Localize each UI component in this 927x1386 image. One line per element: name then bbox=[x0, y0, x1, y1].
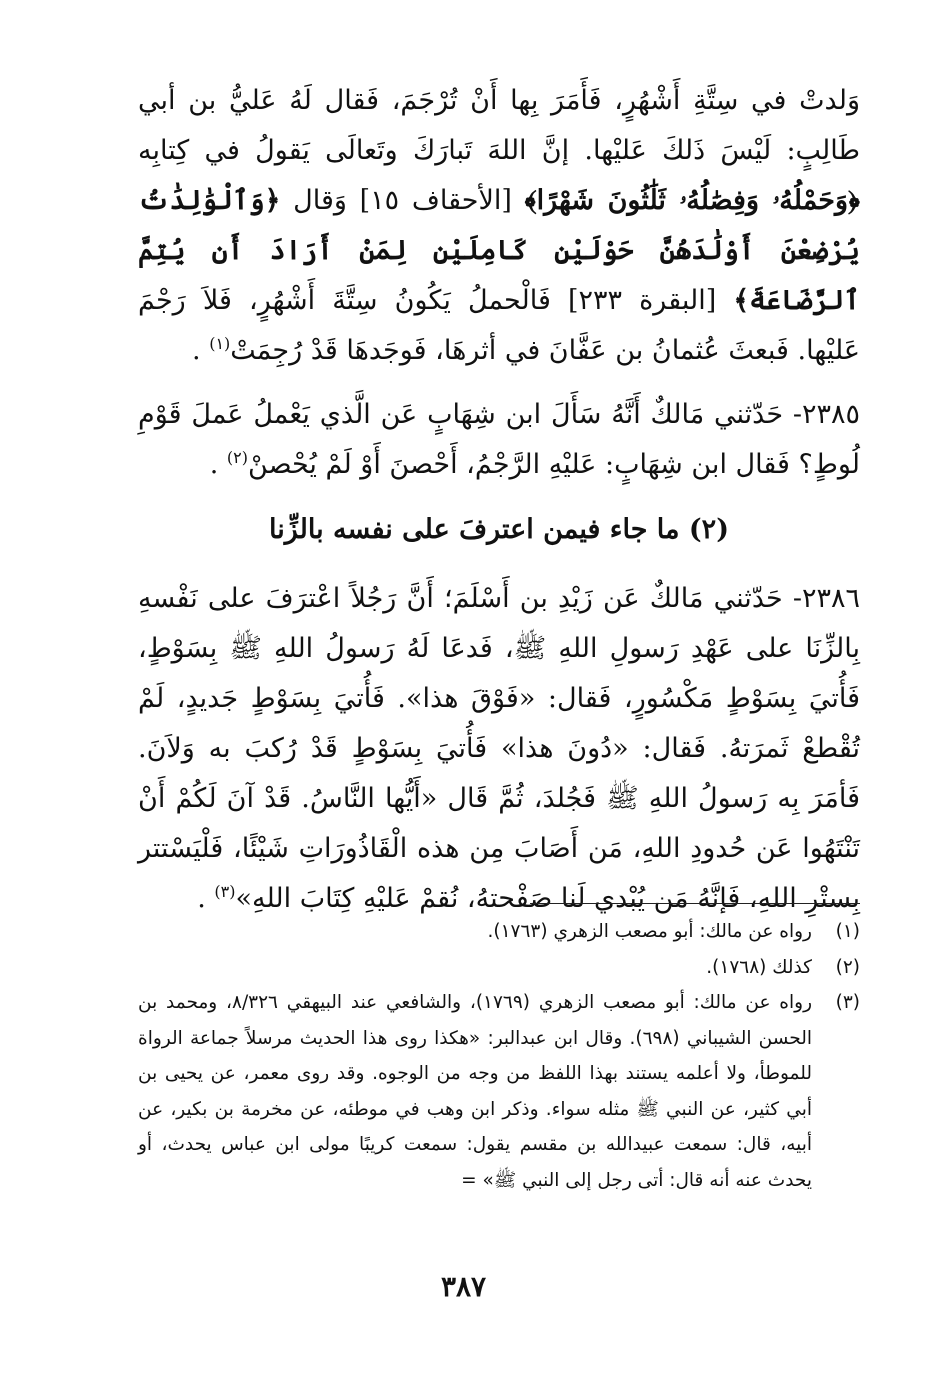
quran-verse: ﴿وَحَمْلُهُۥ وَفِصَٰلُهُۥ ثَلَٰثُونَ شَهْرًا﴾ bbox=[524, 185, 860, 216]
quran-verse: ﴿وَٱلْوَٰلِدَٰتُ يُرْضِعْنَ أَوْلَٰدَهُنَّ حَوْلَيْنِ كَامِلَيْنِ لِمَنْ أَرَادَ أَن يُتِمَّ ٱلرَّضَاعَةَ﴾ bbox=[138, 185, 860, 316]
footnote-text: كذلك (١٧٦٨). bbox=[706, 956, 812, 978]
footnote-ref: (٢) bbox=[226, 448, 249, 467]
main-text bbox=[138, 76, 860, 924]
footnote-divider bbox=[530, 903, 860, 904]
text-segment: ٢٣٨٦- حَدّثني مَالكٌ عَن زَيْدِ بن أَسْلَمَ؛ أَنَّ رَجُلاً اعْترَفَ على نَفْسهِ بِالزِّنَا على عَهْدِ رَسولِ اللهِ ﷺ، فَدعَا لَهُ رَسولُ اللهِ ﷺ بِسَوْطٍ، فَأُتيَ بِسَوْطٍ مَكْسُورٍ، فَقال: «فَوْقَ هذا». فَأُتيَ بِسَوْطٍ جَديدٍ، لَمْ تُقْطعْ ثَمرَتهُ. فَقال: «دُونَ هذا» فَأُتيَ بِسَوْطٍ قَدْ رُكبَ به وَلاَنَ. فَأمَرَ بِه رَسولُ اللهِ ﷺ فَجُلدَ، ثُمَّ قَال «أَيُّها النَّاسُ. قَدْ آنَ لَكُمْ أَنْ تَنْتَهُوا عَن حُدودِ اللهِ، مَن أَصَابَ مِن هذه الْقَاذُورَاتِ شَيْئًا، فَلْيَسْتتر بِستْرِ اللهِ، فَإنَّهُ مَن يُبْدي لَنا صَفْحتهُ، نُقمْ عَليْهِ كِتَابَ اللهِ» bbox=[138, 583, 860, 914]
text-segment: ٢٣٨٥- حَدّثني مَالكٌ أَنَّهُ سَأَلَ ابن شِهَابٍ عَن الَّذي يَعْملُ عَملَ قَوْمِ لُوطٍ؟ فَقال ابن شِهَابٍ: عَليْهِ الرَّجْمُ، أَحْصنَ أَوْ لَمْ يُحْصنْ bbox=[138, 399, 860, 480]
paragraph-verse-discussion bbox=[138, 76, 860, 376]
chapter-heading: (٢) ما جاء فيمن اعترفَ على نفسه بالزِّنا bbox=[269, 514, 729, 545]
hadith-2386 bbox=[138, 574, 860, 924]
text-segment: . bbox=[197, 883, 215, 914]
text-segment: وَلدتْ في سِتَّةِ أَشْهُرٍ، فَأَمَرَ بِها أَنْ تُرْجَمَ، فَقال لَهُ عَليُّ بن أبي طَالِبٍ: لَيْسَ ذَلكَ عَليْها. إنَّ اللهَ تَبارَكَ وتَعالَى يَقولُ في كِتابِه bbox=[138, 85, 860, 166]
footnotes bbox=[138, 914, 860, 1198]
footnote-number: (١) bbox=[835, 921, 860, 942]
footnote-number: (٢) bbox=[835, 956, 860, 978]
footnote-text: رواه عن مالك: أبو مصعب الزهري (١٧٦٣). bbox=[487, 921, 812, 942]
footnote-ref: (١) bbox=[209, 334, 231, 353]
footnote-ref: (٣) bbox=[214, 882, 236, 901]
text-segment: . bbox=[209, 449, 227, 480]
footnote-number: (٣) bbox=[835, 992, 860, 1013]
text-segment: [البقرة ٢٣٣] فَالْحملُ يَكُونُ سِتَّةَ أَشْهُرٍ، فَلاَ رَجْمَ عَليْها. فَبعثَ عُثمانُ بن عَفَّانَ في أثرهَا، فَوجَدهَا قَدْ رُجِمَتْ bbox=[138, 285, 860, 366]
page-number: ٣٨٧ bbox=[440, 1270, 487, 1303]
footnote-text: رواه عن مالك: أبو مصعب الزهري (١٧٦٩)، والشافعي عند البيهقي ٨/٣٢٦، ومحمد بن الحسن الشيباني (٦٩٨). وقال ابن عبدالبر: «هكذا روى هذا الحديث مرسلاً جماعة الرواة للموطأ، ولا أعلمه يستند بهذا اللفظ من وجه من الوجوه. وقد روى معمر، عن يحيى بن أبي كثير، عن النبي ﷺ مثله سواء. وذكر ابن وهب في موطئه، عن مخرمة بن بكير، عن أبيه، قال: سمعت عبيدالله بن مقسم يقول: سمعت كريبًا مولى ابن عباس يحدث، أو يحدث عنه أنه قال: أتى رجل إلى النبي ﷺ» = bbox=[138, 992, 812, 1191]
footnote-item bbox=[138, 985, 860, 1198]
text-segment: . bbox=[192, 335, 210, 366]
text-segment: [الأحقاف ١٥] وَقال bbox=[293, 185, 512, 216]
footnote-item bbox=[138, 914, 860, 950]
footnote-item bbox=[138, 950, 860, 986]
hadith-2385 bbox=[138, 390, 860, 490]
